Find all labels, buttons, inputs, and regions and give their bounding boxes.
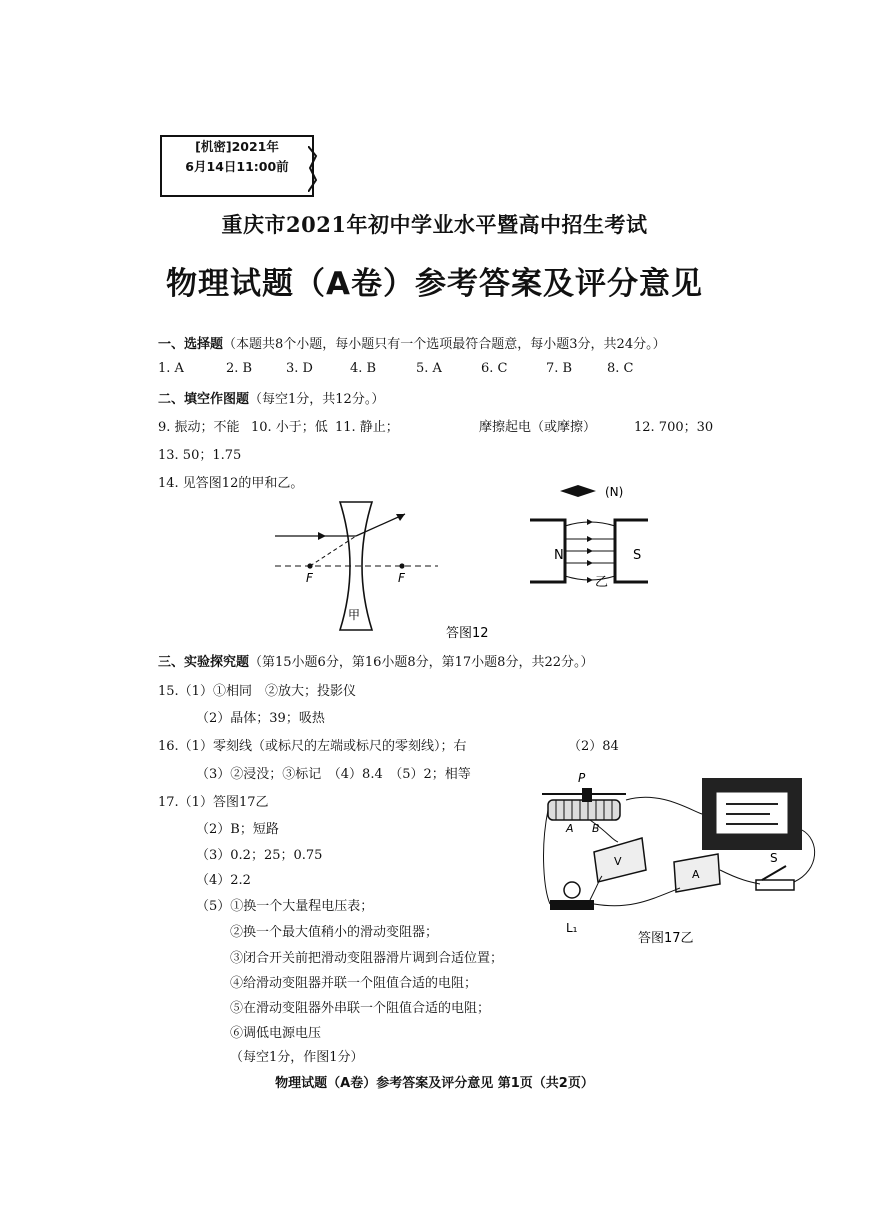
q17-1: 17.（1）答图17乙 <box>158 795 269 810</box>
q17-note: （每空1分，作图1分） <box>230 1050 364 1065</box>
q17-3: （3）0.2；25；0.75 <box>196 848 323 863</box>
switch-lever <box>762 866 786 880</box>
q17-5d: ④给滑动变阻器并联一个阻值合适的电阻； <box>230 976 478 991</box>
field-arrows <box>587 519 593 583</box>
q13: 13. 50；1.75 <box>158 448 242 463</box>
pole-s <box>615 520 648 582</box>
figure17-caption: 答图17乙 <box>638 931 694 946</box>
section1-note: （本题共8个小题，每小题只有一个选项最符合题意，每小题3分，共24分。） <box>223 337 666 352</box>
section3-note: （第15小题6分，第16小题8分，第17小题8分，共22分。） <box>249 655 594 670</box>
confidential-line1: [机密]2021年 <box>195 139 279 154</box>
label-f-left: F <box>306 571 313 585</box>
q16-2: （3）②浸没；③标记 （4）8.4 （5）2；相等 <box>196 767 471 782</box>
label-s: S <box>770 851 778 865</box>
section2-header <box>158 388 384 407</box>
switch-base <box>756 880 794 890</box>
figure12-caption: 答图12 <box>446 626 489 641</box>
ray-arrow-in <box>318 532 326 540</box>
focus-left <box>307 563 312 568</box>
label-n: N <box>554 548 564 563</box>
answer-1: 1. A <box>158 361 184 376</box>
q16-1: 16.（1）零刻线（或标尺的左端或标尺的零刻线）；右 <box>158 739 467 754</box>
q10: 10. 小于；低 <box>251 420 328 435</box>
lamp-bulb <box>564 882 580 898</box>
q17-2: （2）B；短路 <box>196 822 279 837</box>
slider-p <box>582 788 592 802</box>
answer-4: 4. B <box>350 361 377 376</box>
q16-1b: （2）84 <box>568 739 619 754</box>
q11-b: 摩擦起电（或摩擦） <box>479 420 597 435</box>
page-footer: 物理试题（A卷）参考答案及评分意见 第1页（共2页） <box>275 1076 594 1091</box>
lamp-base <box>550 900 594 910</box>
section3-header <box>158 651 594 670</box>
label-l1: L₁ <box>566 921 578 935</box>
confidential-box <box>160 135 314 197</box>
answer-2: 2. B <box>226 361 253 376</box>
label-yi: 乙 <box>595 575 609 590</box>
answer-7: 7. B <box>546 361 573 376</box>
section1-heading: 一、选择题 <box>158 337 224 352</box>
answer-8: 8. C <box>607 361 634 376</box>
label-a: A <box>566 822 574 835</box>
focus-right <box>399 563 404 568</box>
q17-5: （5）①换一个大量程电压表； <box>196 899 374 914</box>
q9: 9. 振动；不能 <box>158 420 240 435</box>
answer-5: 5. A <box>416 361 442 376</box>
needle-label: (N) <box>605 485 624 499</box>
figure-17 <box>530 770 830 950</box>
section3-heading: 三、实验探究题 <box>158 655 250 670</box>
q14: 14. 见答图12的甲和乙。 <box>158 476 304 491</box>
refracted-ray <box>356 514 405 536</box>
label-s: S <box>633 548 642 563</box>
label-jia: 甲 <box>348 608 361 622</box>
section1-header <box>158 333 666 352</box>
section2-heading: 二、填空作图题 <box>158 392 250 407</box>
label-b: B <box>592 822 600 835</box>
q17-5c: ③闭合开关前把滑动变阻器滑片调到合适位置； <box>230 951 504 966</box>
q15-2: （2）晶体；39；吸热 <box>196 711 325 726</box>
box-notch <box>308 146 318 192</box>
rheostat <box>548 800 620 820</box>
answer-3: 3. D <box>286 361 313 376</box>
q17-5e: ⑤在滑动变阻器外串联一个阻值合适的电阻； <box>230 1001 491 1016</box>
voltmeter-label: V <box>614 855 622 868</box>
figure-12 <box>260 478 680 643</box>
label-p: P <box>578 771 586 785</box>
answer-6: 6. C <box>481 361 508 376</box>
section2-note: （每空1分，共12分。） <box>249 392 385 407</box>
q11: 11. 静止； <box>335 420 399 435</box>
q12: 12. 700；30 <box>634 420 714 435</box>
q17-5f: ⑥调低电源电压 <box>230 1026 322 1041</box>
page-title: 物理试题（A卷）参考答案及评分意见 <box>166 266 703 302</box>
ammeter-label: A <box>692 868 700 881</box>
label-f-right: F <box>398 571 405 585</box>
exam-title: 重庆市2021年初中学业水平暨高中招生考试 <box>221 212 648 237</box>
q15-1: 15.（1）①相同 ②放大；投影仪 <box>158 684 356 699</box>
q17-5b: ②换一个最大值稍小的滑动变阻器； <box>230 925 439 940</box>
q17-4: （4）2.2 <box>196 873 251 888</box>
confidential-line2: 6月14日11:00前 <box>185 159 289 174</box>
compass-needle <box>560 485 596 497</box>
